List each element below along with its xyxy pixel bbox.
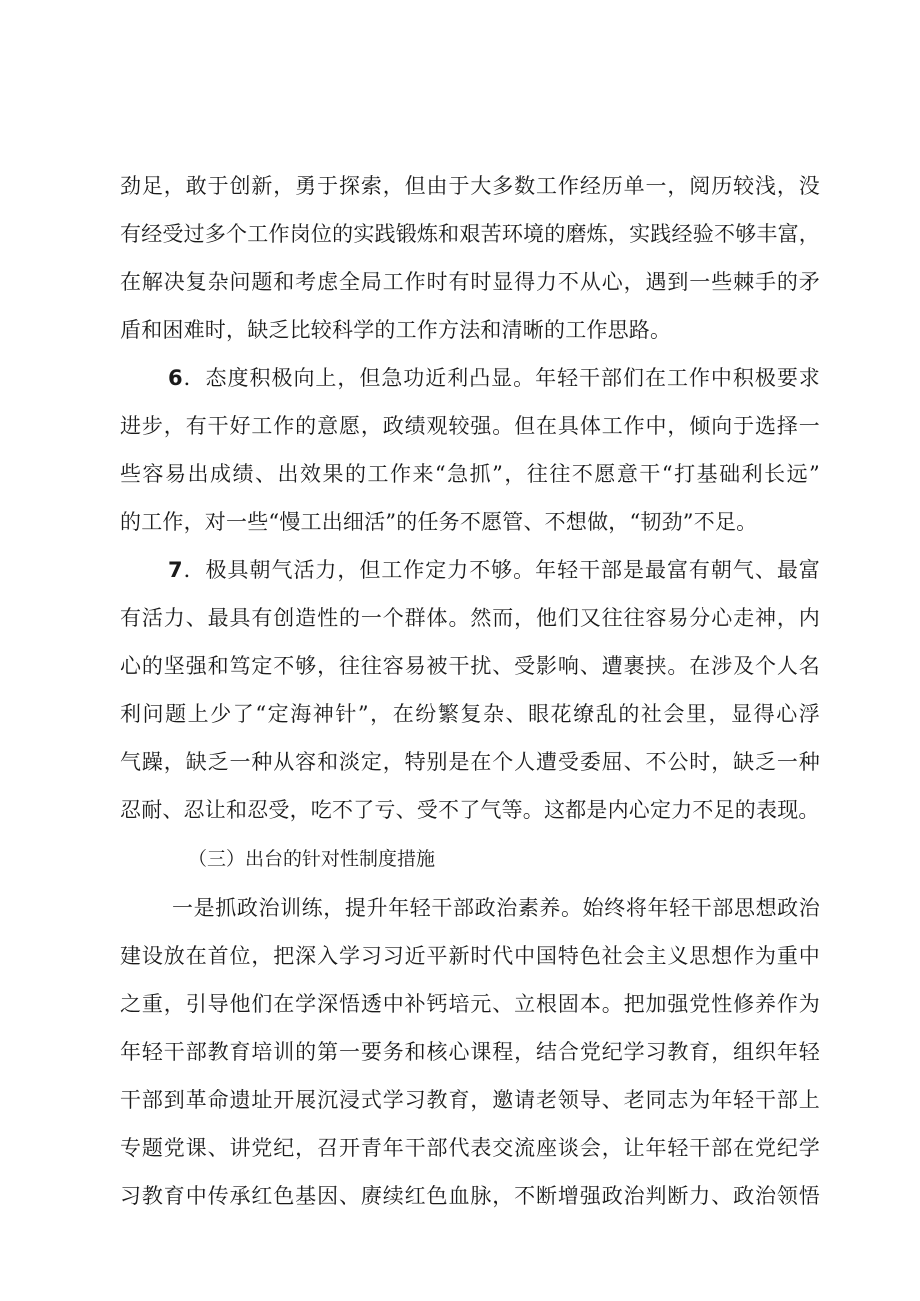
text-line: 有经受过多个工作岗位的实践锻炼和艰苦环境的磨炼，实践经验不够丰富， [120, 222, 820, 246]
text-line: 进步，有干好工作的意愿，政绩观较强。但在具体工作中，倾向于选择一 [120, 414, 820, 438]
paragraph-6-first-line [168, 364, 820, 392]
text-line: 年轻干部教育培训的第一要务和核心课程，结合党纪学习教育，组织年轻 [120, 1040, 820, 1064]
text-line: 气躁，缺乏一种从容和淡定，特别是在个人遭受委屈、不公时，缺乏一种 [120, 750, 820, 774]
text-line: 之重，引导他们在学深悟透中补钙培元、立根固本。把加强党性修养作为 [120, 992, 820, 1016]
text-line: 一是抓政治训练，提升年轻干部政治素养。始终将年轻干部思想政治 [172, 896, 820, 920]
text-run: ．态度积极向上，但急功近利凸显。年轻干部们在工作中积极要求 [182, 366, 820, 390]
text-line: 建设放在首位，把深入学习习近平新时代中国特色社会主义思想作为重中 [120, 944, 820, 968]
text-line: 劲足，敢于创新，勇于探索，但由于大多数工作经历单一，阅历较浅，没 [120, 174, 820, 198]
text-line: 干部到革命遗址开展沉浸式学习教育，邀请老领导、老同志为年轻干部上 [120, 1088, 820, 1112]
section-heading: （三）出台的针对性制度措施 [188, 848, 436, 870]
item-number: 6 [168, 366, 183, 390]
text-line: 利问题上少了“定海神针”，在纷繁复杂、眼花缭乱的社会里，显得心浮 [120, 702, 820, 726]
text-run: ．极具朝气活力，但工作定力不够。年轻干部是最富有朝气、最富 [182, 558, 820, 582]
text-line: 专题党课、讲党纪，召开青年干部代表交流座谈会，让年轻干部在党纪学 [120, 1136, 820, 1160]
item-number: 7 [168, 558, 183, 582]
text-line: 有活力、最具有创造性的一个群体。然而，他们又往往容易分心走神，内 [120, 606, 820, 630]
text-line: 心的坚强和笃定不够，往往容易被干扰、受影响、遭裹挟。在涉及个人名 [120, 654, 820, 678]
text-line: 的工作，对一些“慢工出细活”的任务不愿管、不想做，“韧劲”不足。 [120, 510, 758, 534]
paragraph-7-first-line [168, 556, 820, 584]
text-line: 些容易出成绩、出效果的工作来“急抓”，往往不愿意干“打基础利长远” [120, 462, 820, 486]
text-line: 习教育中传承红色基因、赓续红色血脉，不断增强政治判断力、政治领悟 [120, 1184, 820, 1208]
text-line: 在解决复杂问题和考虑全局工作时有时显得力不从心，遇到一些棘手的矛 [120, 270, 820, 294]
text-line: 忍耐、忍让和忍受，吃不了亏、受不了气等。这都是内心定力不足的表现。 [120, 798, 820, 822]
text-line: 盾和困难时，缺乏比较科学的工作方法和清晰的工作思路。 [120, 318, 672, 342]
